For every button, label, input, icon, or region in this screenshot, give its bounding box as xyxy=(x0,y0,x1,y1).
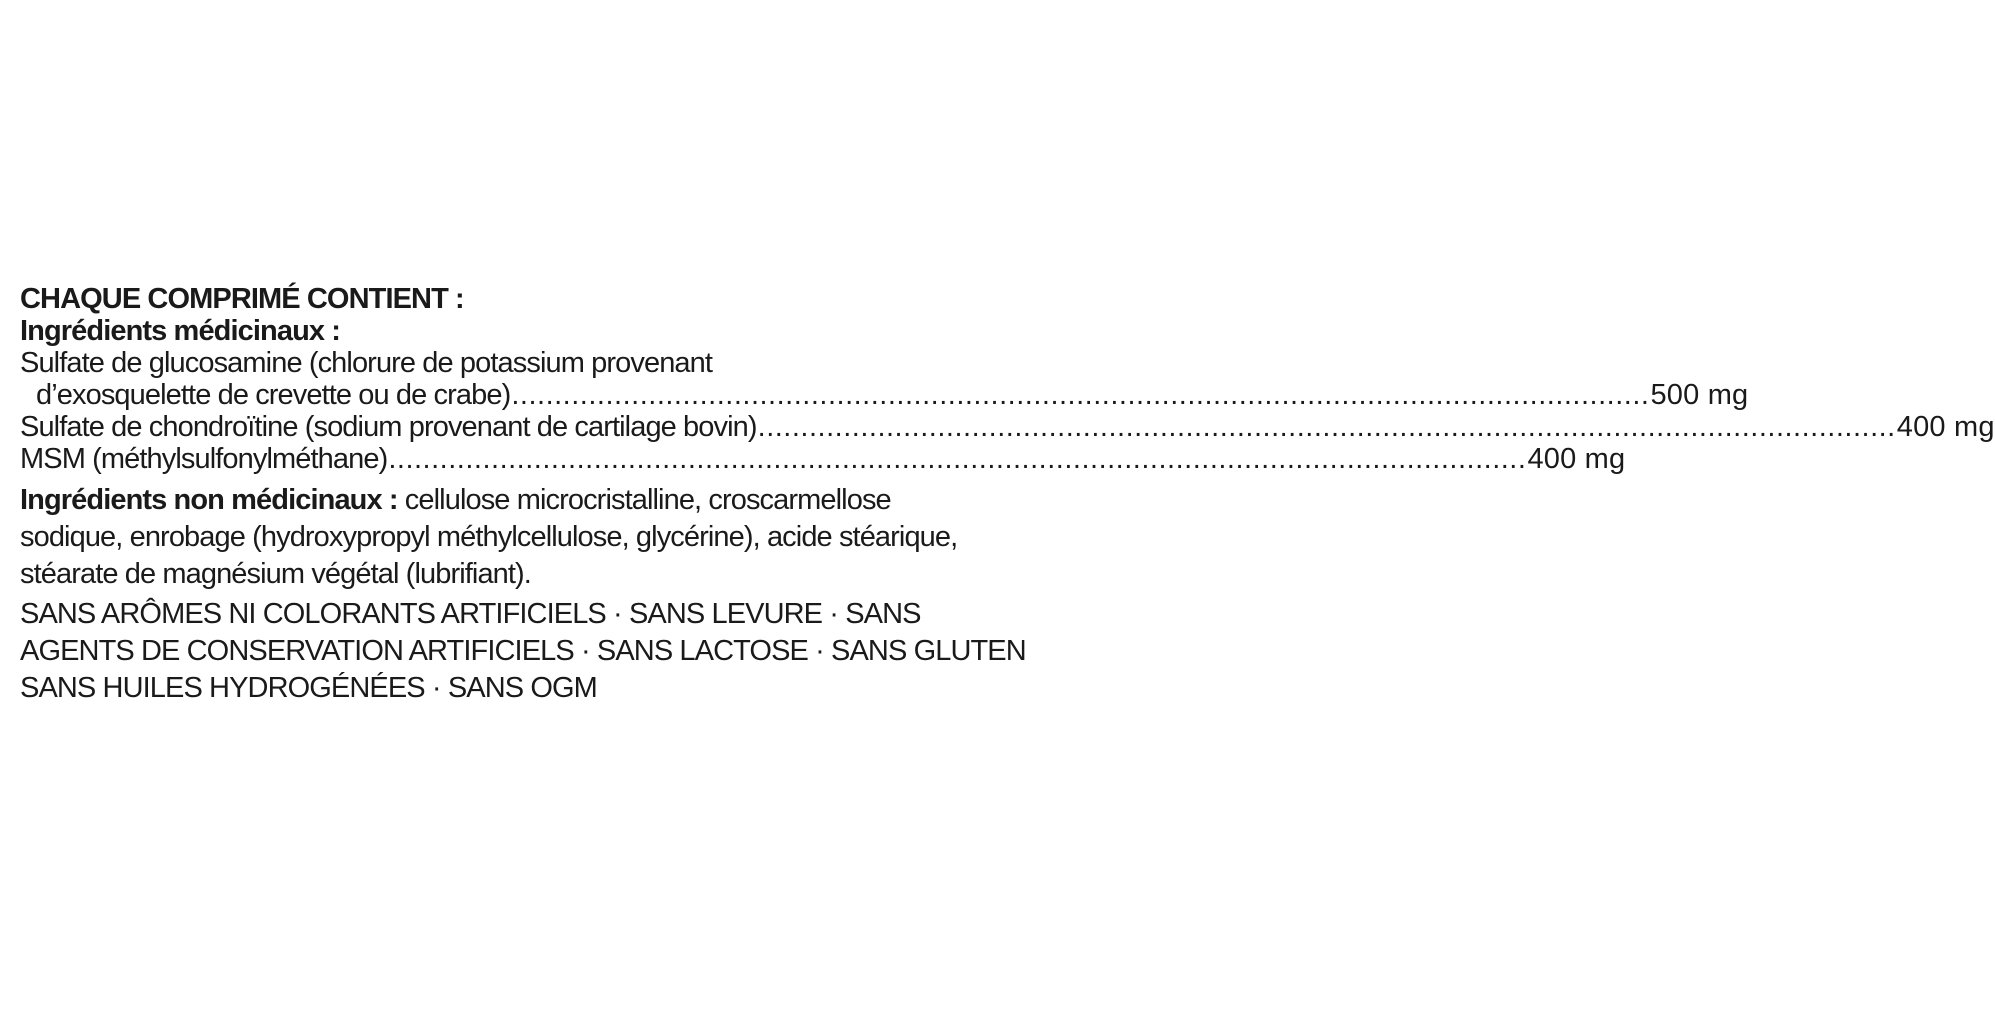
claim-line: SANS HUILES HYDROGÉNÉES · SANS OGM xyxy=(20,672,597,704)
ingredient-label xyxy=(20,283,1995,707)
claim-line: AGENTS DE CONSERVATION ARTIFICIELS · SANS LACTOSE · SANS GLUTEN xyxy=(20,635,1026,667)
ingredient-name: Sulfate de chondroïtine (sodium provenant de cartilage bovin) xyxy=(20,411,757,443)
ingredient-row-chondroitin xyxy=(20,411,1995,443)
free-from-claims xyxy=(20,596,1026,707)
dot-leader: ..................................................................................................................................... xyxy=(388,443,1527,475)
medicinal-heading: Ingrédients médicinaux : xyxy=(20,315,341,347)
non-medicinal-heading: Ingrédients non médicinaux : xyxy=(20,484,398,516)
dot-leader: ..................................................................................................................................... xyxy=(757,411,1896,443)
ingredient-row-msm xyxy=(20,443,1626,475)
ingredient-row-glucosamine xyxy=(20,379,1749,411)
dot-leader: ..................................................................................................................................... xyxy=(511,379,1650,411)
non-medicinal-text: cellulose microcristalline, croscarmellose sodique, enrobage (hydroxypropyl méthylcellulose, glycérine), acide stéarique, stéarate de magnésium végétal (lubrifiant). xyxy=(20,484,958,590)
label-title: CHAQUE COMPRIMÉ CONTIENT : xyxy=(20,283,464,315)
claim-line: SANS ARÔMES NI COLORANTS ARTIFICIELS · SANS LEVURE · SANS xyxy=(20,598,921,630)
ingredient-glucosamine-line2: d’exosquelette de crevette ou de crabe) xyxy=(36,379,511,411)
ingredient-name: MSM (méthylsulfonylméthane) xyxy=(20,443,388,475)
non-medicinal-paragraph xyxy=(20,482,980,593)
ingredient-amount: 500 mg xyxy=(1650,379,1749,411)
ingredient-amount: 400 mg xyxy=(1896,411,1995,443)
ingredient-glucosamine-line1: Sulfate de glucosamine (chlorure de potassium provenant xyxy=(20,347,713,379)
ingredient-amount: 400 mg xyxy=(1527,443,1626,475)
